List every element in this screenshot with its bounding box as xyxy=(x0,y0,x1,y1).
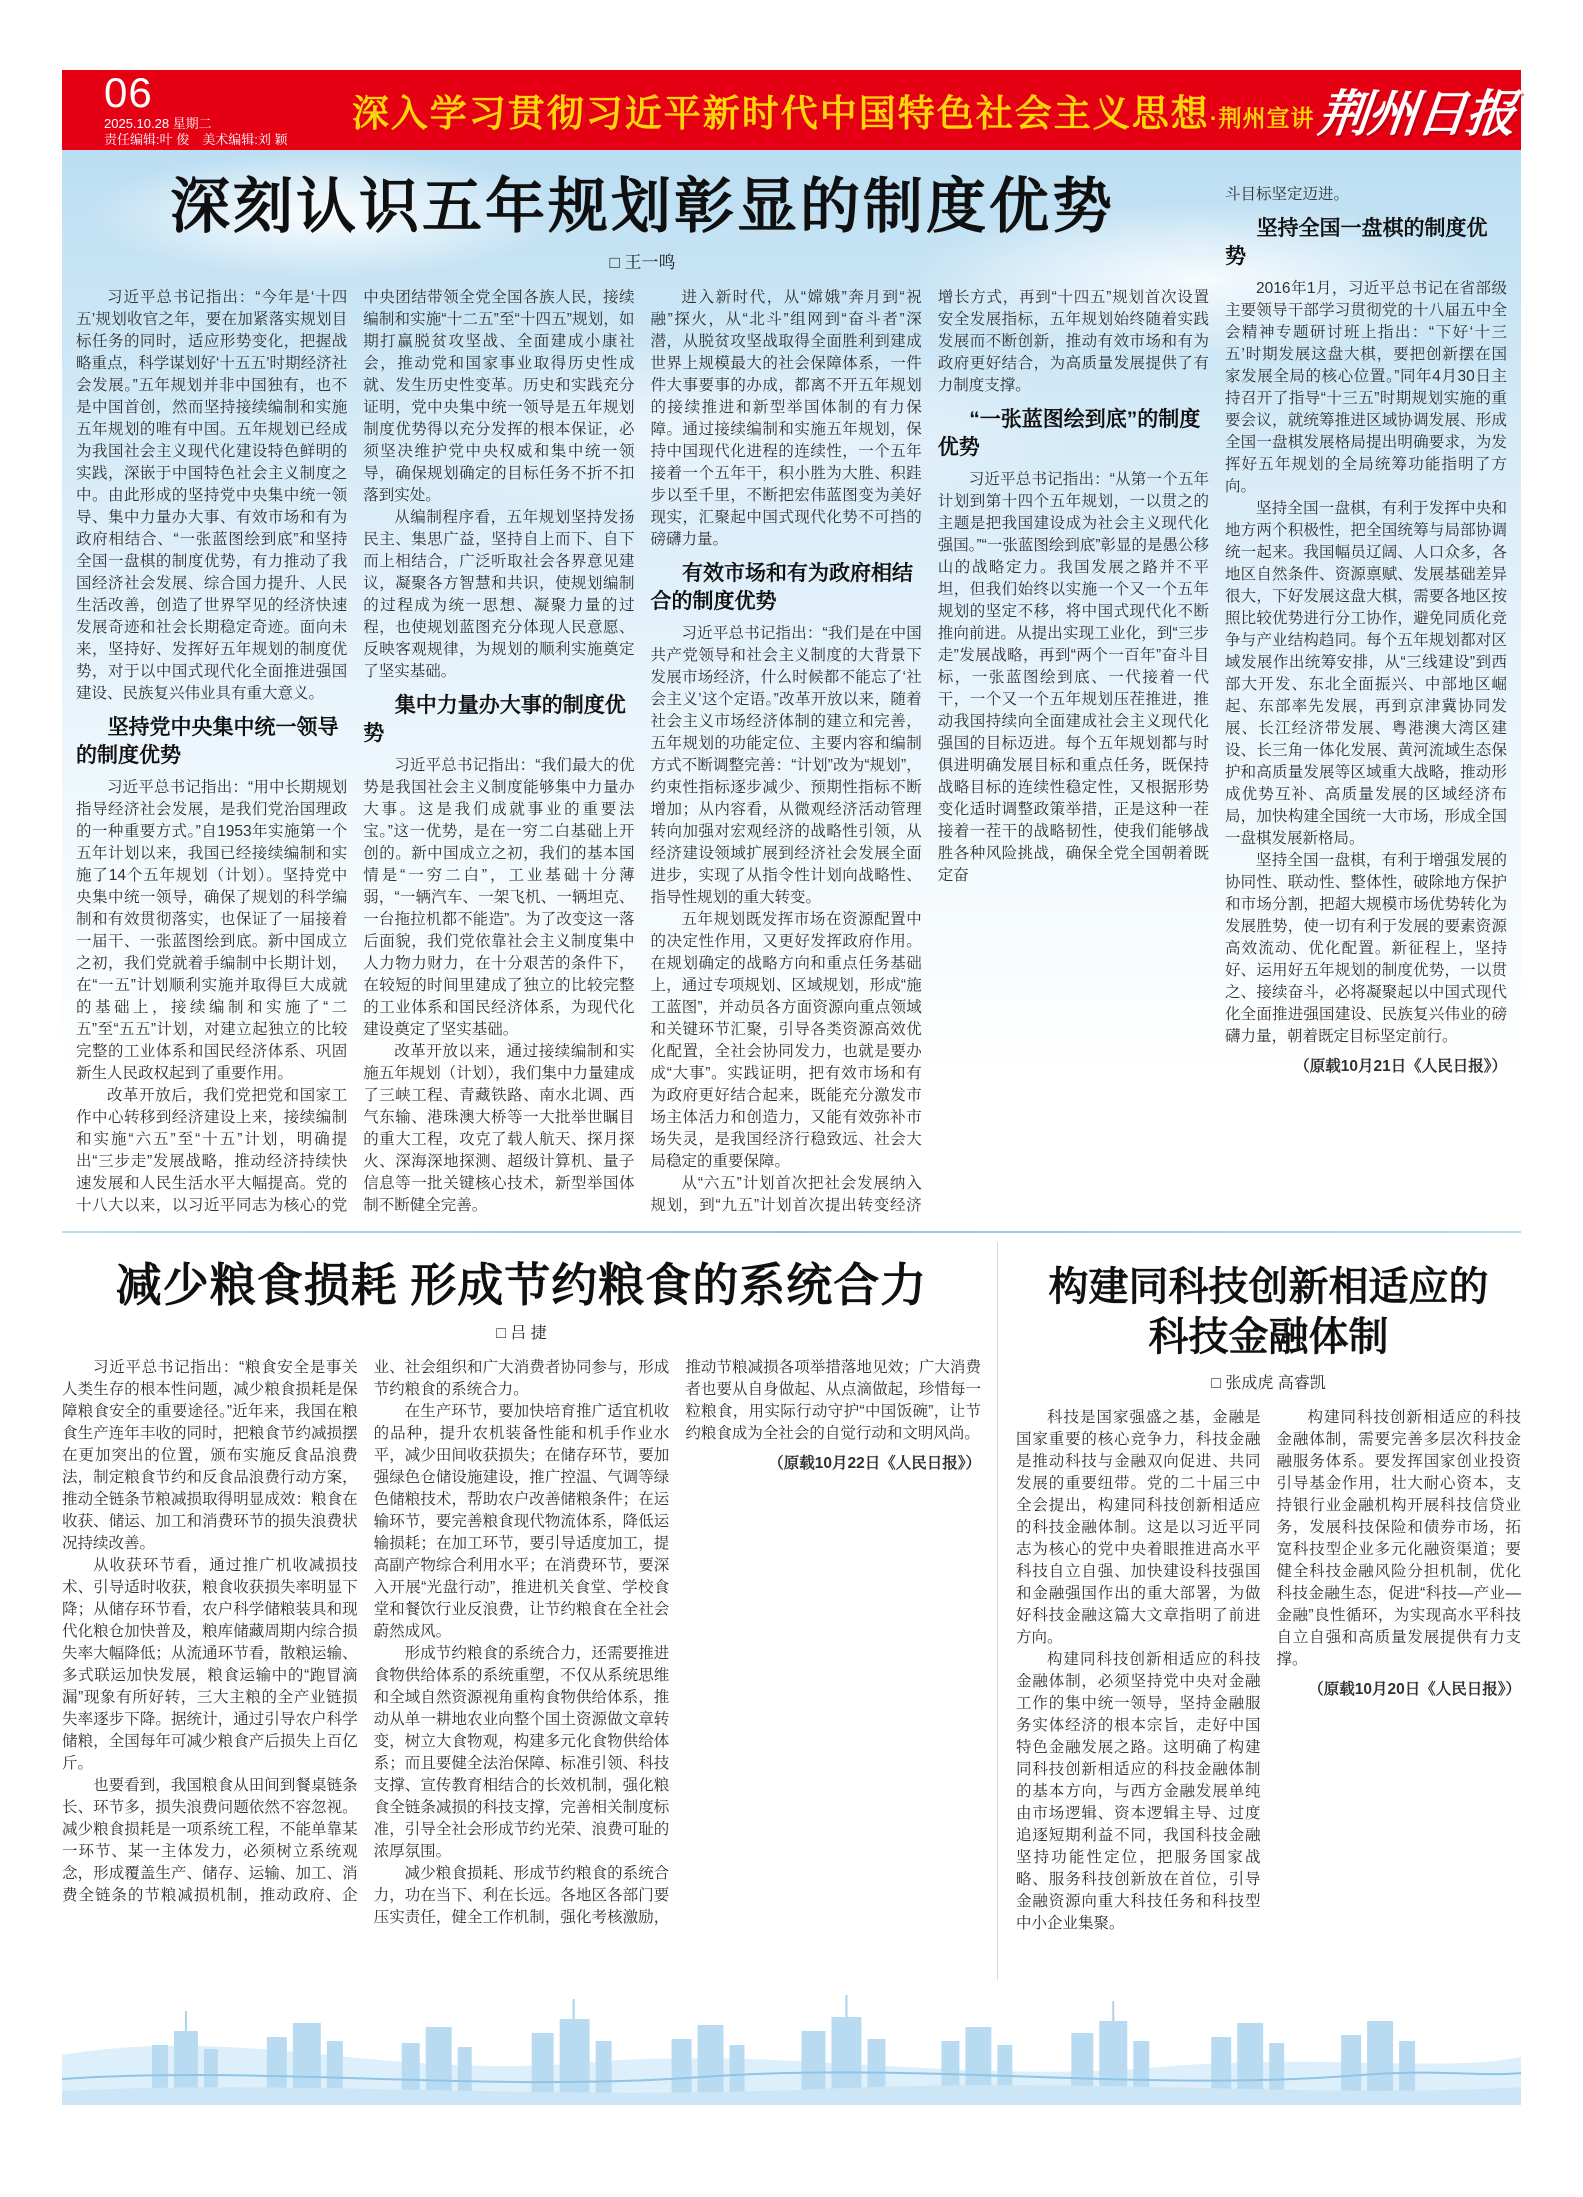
source-attribution: （原载10月20日《人民日报》） xyxy=(1308,1681,1521,1698)
main-article-right-column xyxy=(1225,156,1507,1206)
body-paragraph: 习近平总书记指出：“今年是‘十四五’规划收官之年，要在加紧落实规划目标任务的同时，适应形势变化，把握战略重点，科学谋划好‘十五五’时期经济社会发展。”五年规划并非中国独有，也不是中国首创，然而坚持接续编制和实施五年规划的唯有中国。五年规划已经成为我国社会主义现代化建设特色鲜明的实践，深嵌于中国特色社会主义制度之中。由此形成的坚持党中央集中统一领导、集中力量办大事、有效市场和有为政府相结合、“一张蓝图绘到底”和坚持全国一盘棋的制度优势，有力推动了我国经济社会发展、综合国力提升、人民生活改善，创造了世界罕见的经济快速发展奇迹和社会长期稳定奇迹。面向未来，坚持好、发挥好五年规划的制度优势，对于以中国式现代化全面推进强国建设、民族复兴伟业具有重大意义。 xyxy=(76,289,348,702)
body-paragraph: 五年规划既发挥市场在资源配置中的决定性作用，又更好发挥政府作用。在规划确定的战略方向和重点任务基础上，通过专项规划、区域规划，形成“施工蓝图”，并动员各方面资源向重点领域和关键环节汇聚，引导各类资源高效优化配置，全社会协同发力，也就是要办成“大事”。实践证明，把有效市场和有为政府更好结合起来，既能充分激发市场主体活力和创造力，又能有效弥补市场失灵，是我国经济行稳致远、社会大局稳定的重要保障。 xyxy=(650,911,922,1170)
food-article-byline: □ 吕 捷 xyxy=(496,1325,547,1342)
body-paragraph: 斗目标坚定迈进。 xyxy=(1225,186,1350,203)
body-paragraph: 习近平总书记指出：“从第一个五年计划到第十四个五年规划，一以贯之的主题是把我国建设成为社会主义现代化强国。”“一张蓝图绘到底”彰显的是愚公移山的战略定力。我国发展之路并不平坦，但我们始终以实施一个又一个五年规划的坚定不移，将中国式现代化不断推向前进。从提出实现工业化，到“三步走”发展战略，再到“两个一百年”奋斗目标，一张蓝图绘到底、一代接着一代干，一个又一个五年规划压茬推进，推动我国持续向全面建成社会主义现代化强国的目标迈进。每个五年规划都与时俱进明确发展目标和重点任务，既保持战略目标的连续性稳定性，又根据形势变化适时调整政策举措，正是这种一茬接着一茬干的战略韧性，使我们能够战胜各种风险挑战，确保全党全国朝着既定奋 xyxy=(937,471,1209,884)
body-paragraph: 科技是国家强盛之基，金融是国家重要的核心竞争力，科技金融是推动科技与金融双向促进、共同发展的重要纽带。党的二十届三中全会提出，构建同科技创新相适应的科技金融体制。这是以习近平同志为核心的党中央着眼推进高水平科技自立自强、加快建设科技强国和金融强国作出的重大部署，为做好科技金融这篇大文章指明了前进方向。 xyxy=(1016,1409,1261,1646)
body-paragraph: 习近平总书记指出：“我们最大的优势是我国社会主义制度能够集中力量办大事。这是我们成就事业的重要法宝。”这一优势，是在一穷二白基础上开创的。新中国成立之初，我们的基本国情是“一穷二白”，工业基础十分薄弱，“一辆汽车、一架飞机、一辆坦克、一台拖拉机都不能造”。为了改变这一落后面貌，我们党依靠社会主义制度集中人力物力财力，在十分艰苦的条件下，在较短的时间里建成了独立的比较完整的工业体系和国民经济体系，为现代化建设奠定了坚实基础。 xyxy=(363,757,635,1038)
main-byline: □ 王一鸣 xyxy=(609,253,676,272)
body-paragraph: 习近平总书记指出：“粮食安全是事关人类生存的根本性问题，减少粮食损耗是保障粮食安全的重要途径。”近年来，我国在粮食生产连年丰收的同时，把粮食节约减损摆在更加突出的位置，颁布实施反食品浪费法，制定粮食节约和反食品浪费行动方案，推动全链条节粮减损取得明显成效：粮食在收获、储运、加工和消费环节的损失浪费状况持续改善。 xyxy=(62,1359,358,1552)
source-attribution: （原载10月22日《人民日报》） xyxy=(768,1455,981,1472)
body-paragraph: 减少粮食损耗、形成节约粮食的系统合力，功在当下、利在长远。各地区各部门要压实责任，健全工作机制，强化考核激励，推动节粮减损各项举措落地见效；广大消费者也要从自身做起、从点滴做起，珍惜每一粒粮食，用实际行动守护“中国饭碗”，让节约粮食成为全社会的自觉行动和文明风尚。 xyxy=(373,1359,981,1926)
main-headline: 深刻认识五年规划彰显的制度优势 xyxy=(170,174,1115,240)
bottom-articles xyxy=(62,1242,1521,1980)
finance-article-columns xyxy=(1016,1407,1521,1947)
body-paragraph: 进入新时代，从“嫦娥”奔月到“祝融”探火，从“北斗”组网到“奋斗者”深潜，从脱贫攻坚战取得全面胜利到建成世界上规模最大的社会保障体系，一件件大事要事的办成，都离不开五年规划的接续推进和新型举国体制的有力保障。通过接续编制和实施五年规划，保持中国现代化进程的连续性，一个五年接着一个五年干，积小胜为大胜、积跬步以至千里，不断把宏伟蓝图变为美好现实，汇聚起中国式现代化势不可挡的磅礴力量。 xyxy=(650,289,922,548)
body-paragraph: 构建同科技创新相适应的科技金融体制，必须坚持党中央对金融工作的集中统一领导，坚持金融服务实体经济的根本宗旨，走好中国特色金融发展之路。这明确了构建同科技创新相适应的科技金融体制的基本方向，与西方金融发展单纯由市场逻辑、资本逻辑主导、过度追逐短期利益不同，我国科技金融坚持功能性定位，把服务国家战略、服务科技创新放在首位，引导金融资源向重大科技任务和科技型中小企业集聚。 xyxy=(1016,1651,1261,1932)
finance-article-byline: □ 张成虎 高睿凯 xyxy=(1211,1375,1326,1392)
body-paragraph: 构建同科技创新相适应的科技金融体制，需要完善多层次科技金融服务体系。要发挥国家创业投资引导基金作用，壮大耐心资本，支持银行业金融机构开展科技信贷业务，发展科技保险和债券市场，拓宽科技型企业多元化融资渠道；要健全科技金融风险分担机制，优化科技金融生态，促进“科技—产业—金融”良性循环，为实现高水平科技自立自强和高质量发展提供有力支撑。 xyxy=(1276,1409,1521,1668)
body-paragraph: 改革开放以来，通过接续编制和实施五年规划（计划），我们集中力量建成了三峡工程、青藏铁路、南水北调、西气东输、港珠澳大桥等一大批举世瞩目的重大工程，攻克了载人航天、探月探火、深海深地探测、超级计算机、量子信息等一批关键核心技术，新型举国体制不断健全完善。 xyxy=(363,1043,635,1214)
banner-title xyxy=(352,83,1315,137)
body-paragraph: 从收获环节看，通过推广机收减损技术、引导适时收获，粮食收获损失率明显下降；从储存环节看，农户科学储粮装具和现代化粮仓加快普及，粮库储藏周期内综合损失率大幅降低；从流通环节看，散粮运输、多式联运加快发展，粮食运输中的“跑冒滴漏”现象有所好转，三大主粮的全产业链损失率逐步下降。据统计，通过引导农户科学储粮，全国每年可减少粮食产后损失上百亿斤。 xyxy=(62,1557,358,1772)
main-article xyxy=(62,150,1521,1228)
banner-suffix-text: ·荆州宣讲 xyxy=(1209,105,1315,131)
body-paragraph: 坚持全国一盘棋，有利于增强发展的协同性、联动性、整体性，破除地方保护和市场分割，把超大规模市场优势转化为发展胜势，使一切有利于发展的要素资源高效流动、优化配置。新征程上，坚持好、运用好五年规划的制度优势，一以贯之、接续奋斗，必将凝聚起以中国式现代化全面推进强国建设、民族复兴伟业的磅礴力量，朝着既定目标坚定前行。 xyxy=(1225,852,1507,1045)
section-heading: 坚持党中央集中统一领导的制度优势 xyxy=(76,716,339,767)
body-paragraph: 改革开放后，我们党把党和国家工作中心转移到经济建设上来，接续编制和实施“六五”至“十五”计划，明确提出“三步走”发展战略，推动经济持续快速发展和人民生活水平大幅提高。党的十八大以来，以习近平同志为核心的党中央团结带领全党全国各族人民，接续编制和实施“十二五”至“十四五”规划，如期打赢脱贫攻坚战、全面建成小康社会，推动党和国家事业取得历史性成就、发生历史性变革。历史和实践充分证明，党中央集中统一领导是五年规划制度优势得以充分发挥的根本保证，必须坚决维护党中央权威和集中统一领导，确保规划确定的目标任务不折不扣落到实处。 xyxy=(76,289,635,1214)
city-skyline-graphic xyxy=(62,1983,1521,2105)
dateline: 2025.10.28 星期二 xyxy=(104,116,212,131)
body-paragraph: 在生产环节，要加快培育推广适宜机收的品种，提升农机装备性能和机手作业水平，减少田间收获损失；在储存环节，要加强绿色仓储设施建设，推广控温、气调等绿色储粮技术，帮助农户改善储粮条件；在运输环节，要完善粮食现代物流体系，降低运输损耗；在加工环节，要引导适度加工，提高副产物综合利用水平；在消费环节，要深入开展“光盘行动”，推进机关食堂、学校食堂和餐饮行业反浪费，让节约粮食在全社会蔚然成风。 xyxy=(373,1403,670,1640)
body-paragraph: 2016年1月，习近平总书记在省部级主要领导干部学习贯彻党的十八届五中全会精神专题研讨班上指出：“下好‘十三五’时期发展这盘大棋，要把创新摆在国家发展全局的核心位置。”同年4月30日主持召开了指导“十三五”时期规划实施的重要会议，就统筹推进区域协调发展、形成全国一盘棋发展格局提出明确要求，为发挥好五年规划的全局统筹功能指明了方向。 xyxy=(1225,280,1507,495)
section-heading: 有效市场和有为政府相结合的制度优势 xyxy=(650,562,913,613)
section-divider xyxy=(62,1231,1521,1233)
section-heading: 集中力量办大事的制度优势 xyxy=(363,694,626,745)
body-paragraph: 习近平总书记指出：“我们是在中国共产党领导和社会主义制度的大背景下发展市场经济，什么时候都不能忘了‘社会主义’这个定语。”改革开放以来，随着社会主义市场经济体制的建立和完善，五年规划的功能定位、主要内容和编制方式不断调整完善：“计划”改为“规划”，约束性指标逐步减少、预期性指标不断增加；从内容看，从微观经济活动管理转向加强对宏观经济的战略性引领，从经济建设领域扩展到经济社会发展全面进步，实现了从指令性计划向战略性、指导性规划的重大转变。 xyxy=(650,625,922,906)
header-banner xyxy=(62,70,1521,150)
body-paragraph: 从“六五”计划首次把社会发展纳入规划，到“九五”计划首次提出转变经济增长方式，再到“十四五”规划首次设置安全发展指标，五年规划始终随着实践发展而不断创新，推动有效市场和有为政府更好结合，为高质量发展提供了有力制度支撑。 xyxy=(650,289,1209,1214)
source-attribution: （原载10月21日《人民日报》） xyxy=(1294,1058,1507,1075)
finance-headline-line1: 构建同科技创新相适应的 xyxy=(1048,1264,1489,1309)
main-article-columns xyxy=(76,287,1209,1225)
page-number: 06 xyxy=(104,69,153,116)
issue-info xyxy=(62,69,352,148)
food-saving-article xyxy=(62,1242,997,1980)
finance-headline-line2: 科技金融体制 xyxy=(1148,1314,1389,1359)
finance-article-headline xyxy=(1016,1262,1521,1362)
masthead-logo: 荆州日报 xyxy=(1316,86,1519,142)
body-paragraph: 形成节约粮食的系统合力，还需要推进食物供给体系的系统重塑，不仅从系统思维和全域自然资源视角重构食物供给体系，推动从单一耕地农业向整个国土资源做文章转变，树立大食物观，构建多元化食物供给体系；而且要健全法治保障、标准引领、科技支撑、宣传教育相结合的长效机制，强化粮食全链条减损的科技支撑，完善相关制度标准，引导全社会形成节约光荣、浪费可耻的浓厚氛围。 xyxy=(373,1645,670,1860)
body-paragraph: 习近平总书记指出：“用中长期规划指导经济社会发展，是我们党治国理政的一种重要方式。”自1953年实施第一个五年计划以来，我国已经接续编制和实施了14个五年规划（计划）。坚持党中央集中统一领导，确保了规划的科学编制和有效贯彻落实，也保证了一届接着一届干、一张蓝图绘到底。新中国成立之初，我们党就着手编制中长期计划，在“一五”计划顺利实施并取得巨大成就的基础上，接续编制和实施了“二五”至“五五”计划，对建立起独立的比较完整的工业体系和国民经济体系、巩固新生人民政权起到了重要作用。 xyxy=(76,779,348,1082)
body-paragraph: 从编制程序看，五年规划坚持发扬民主、集思广益，坚持自上而下、自下而上相结合，广泛听取社会各界意见建议，凝聚各方智慧和共识，使规划编制的过程成为统一思想、凝聚力量的过程，也使规划蓝图充分体现人民意愿、反映客观规律，为规划的顺利实施奠定了坚实基础。 xyxy=(363,509,635,680)
banner-main-text: 深入学习贯彻习近平新时代中国特色社会主义思想 xyxy=(351,93,1210,134)
food-article-columns xyxy=(62,1357,981,1929)
main-article-left-block xyxy=(76,156,1209,1228)
editors-line: 责任编辑:叶 俊 美术编辑:刘 颖 xyxy=(104,132,288,147)
section-heading: 坚持全国一盘棋的制度优势 xyxy=(1225,217,1488,268)
body-paragraph: 坚持全国一盘棋，有利于发挥中央和地方两个积极性，把全国统筹与局部协调统一起来。我国幅员辽阔、人口众多，各地区自然条件、资源禀赋、发展基础差异很大，下好发展这盘大棋，需要各地区按照比较优势进行分工协作，避免同质化竞争与产业结构趋同。每个五年规划都对区域发展作出统筹安排，从“三线建设”到西部大开发、东北全面振兴、中部地区崛起、东部率先发展，再到京津冀协同发展、长江经济带发展、粤港澳大湾区建设、长三角一体化发展、黄河流域生态保护和高质量发展等区域重大战略，推动形成优势互补、高质量发展的区域经济布局，加快构建全国统一大市场，形成全国一盘棋发展新格局。 xyxy=(1225,500,1507,847)
food-article-headline: 减少粮食损耗 形成节约粮食的系统合力 xyxy=(115,1260,928,1311)
tech-finance-article xyxy=(997,1242,1521,1980)
body-paragraph: 也要看到，我国粮食从田间到餐桌链条长、环节多，损失浪费问题依然不容忽视。减少粮食损耗是一项系统工程，不能单靠某一环节、某一主体发力，必须树立系统观念，形成覆盖生产、储存、运输、加工、消费全链条的节粮减损机制，推动政府、企业、社会组织和广大消费者协同参与，形成节约粮食的系统合力。 xyxy=(62,1359,670,1904)
section-heading: “一张蓝图绘到底”的制度优势 xyxy=(937,408,1201,459)
